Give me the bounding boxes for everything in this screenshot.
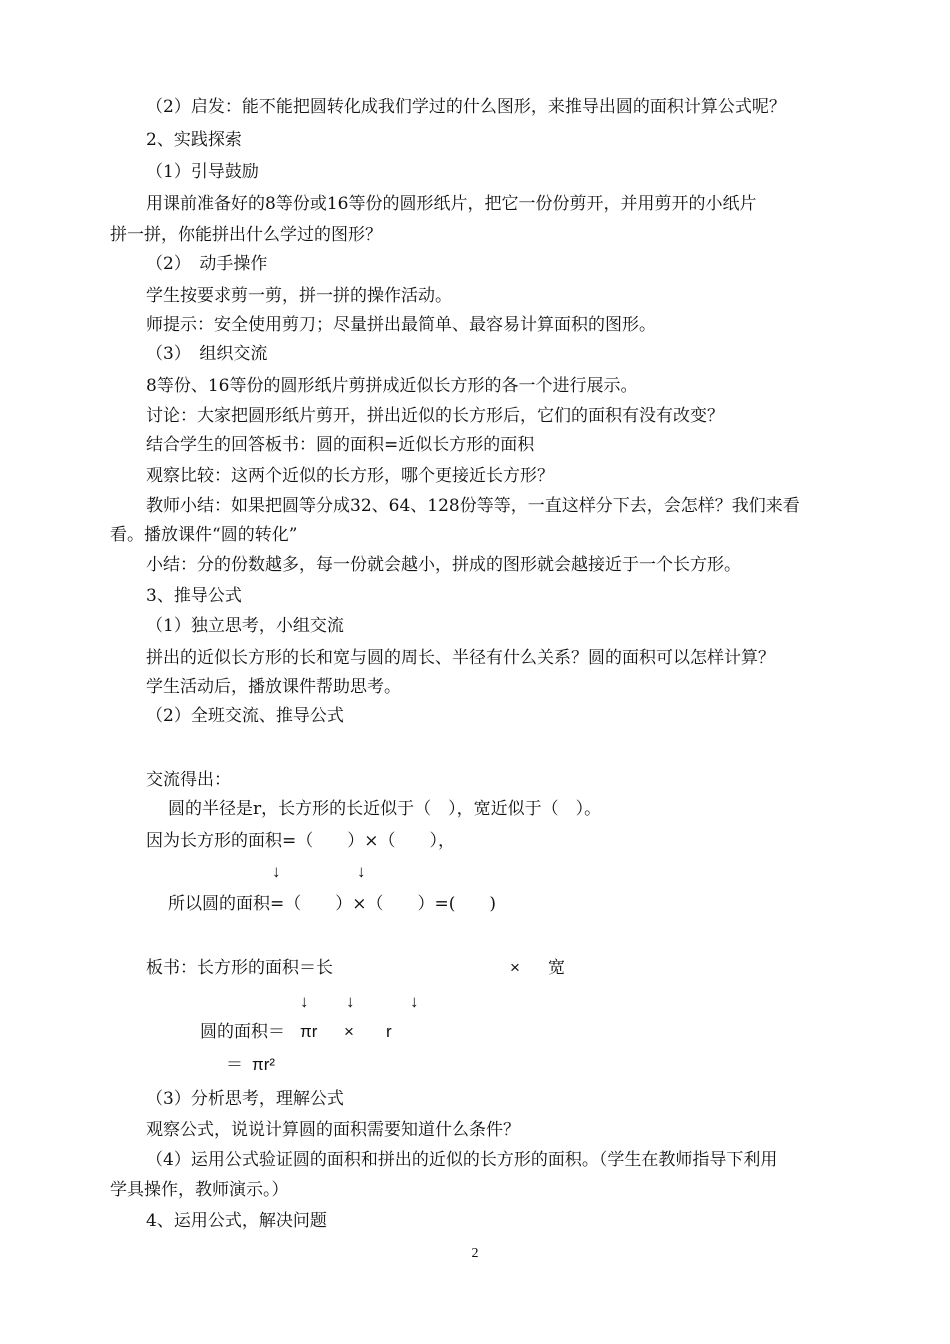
board-equals: ＝ — [226, 1055, 243, 1075]
line-circle-area: 所以圆的面积=（ ）×（ ）=( ) — [168, 894, 496, 914]
line-compare: 观察比较：这两个近似的长方形，哪个更接近长方形？ — [146, 466, 554, 486]
line-conclude: 交流得出： — [146, 770, 231, 790]
line-teacher-hint: 师提示：安全使用剪刀；尽量拼出最简单、最容易计算面积的图形。 — [146, 315, 656, 335]
line-discuss: 讨论：大家把圆形纸片剪开，拼出近似的长方形后，它们的面积有没有改变？ — [146, 406, 724, 426]
arrow-down-icon: ↓ — [346, 992, 355, 1011]
line-verify: （4）运用公式验证圆的面积和拼出的近似的长方形的面积。（学生在教师指导下利用 — [146, 1150, 778, 1170]
arrow-down-icon: ↓ — [410, 992, 419, 1011]
board-r: r — [386, 1022, 392, 1041]
arrow-down-icon: ↓ — [357, 862, 366, 881]
sub-analyze: （3）分析思考，理解公式 — [146, 1089, 344, 1109]
heading-practice: 2、实践探索 — [146, 130, 242, 150]
sub-class-exchange: （2）全班交流、推导公式 — [146, 706, 344, 726]
sub-guide: （1）引导鼓励 — [146, 162, 259, 182]
line-question: 拼出的近似长方形的长和宽与圆的周长、半径有什么关系？圆的面积可以怎样计算？ — [146, 648, 775, 668]
line-summary-teacher-cont: 看。播放课件“圆的转化” — [110, 525, 298, 545]
line-show: 8等份、16等份的圆形纸片剪拼成近似长方形的各一个进行展示。 — [146, 376, 638, 396]
line-inspire: （2）启发：能不能把圆转化成我们学过的什么图形，来推导出圆的面积计算公式呢？ — [146, 97, 786, 117]
board-pi-r-squared: πr² — [252, 1055, 276, 1074]
line-courseware: 学生活动后，播放课件帮助思考。 — [146, 677, 401, 697]
sub-exchange: （3） 组织交流 — [146, 344, 268, 364]
line-paper-cut-cont: 拼一拼，你能拼出什么学过的图形？ — [110, 225, 382, 245]
line-board-area: 结合学生的回答板书：圆的面积=近似长方形的面积 — [146, 435, 535, 455]
board-times: × — [510, 958, 520, 977]
heading-derive: 3、推导公式 — [146, 586, 242, 606]
line-summary: 小结：分的份数越多，每一份就会越小，拼成的图形就会越接近于一个长方形。 — [146, 555, 741, 575]
line-paper-cut: 用课前准备好的8等份或16等份的圆形纸片，把它一份份剪开，并用剪开的小纸片 — [146, 194, 757, 214]
line-summary-teacher: 教师小结：如果把圆等分成32、64、128份等等，一直这样分下去，会怎样？我们来看 — [146, 496, 800, 516]
board-width: 宽 — [548, 958, 565, 978]
sub-operate: （2） 动手操作 — [146, 254, 268, 274]
line-rect-area: 因为长方形的面积=（ ）×（ ）， — [146, 831, 455, 851]
heading-apply: 4、运用公式，解决问题 — [146, 1211, 327, 1231]
arrow-down-icon: ↓ — [272, 862, 281, 881]
board-rect-area: 板书：长方形的面积＝长 — [146, 958, 333, 978]
line-radius: 圆的半径是r，长方形的长近似于（ ），宽近似于（ ）。 — [168, 799, 602, 819]
sub-think: （1）独立思考，小组交流 — [146, 616, 344, 636]
arrow-down-icon: ↓ — [300, 992, 309, 1011]
line-student-activity: 学生按要求剪一剪，拼一拼的操作活动。 — [146, 286, 452, 306]
board-times: × — [344, 1022, 354, 1041]
board-circle-area: 圆的面积＝ — [200, 1022, 285, 1042]
line-observe: 观察公式，说说计算圆的面积需要知道什么条件？ — [146, 1120, 520, 1140]
page-number: 2 — [471, 1246, 479, 1261]
line-verify-cont: 学具操作，教师演示。） — [110, 1180, 289, 1200]
board-pi-r: πr — [300, 1022, 318, 1041]
